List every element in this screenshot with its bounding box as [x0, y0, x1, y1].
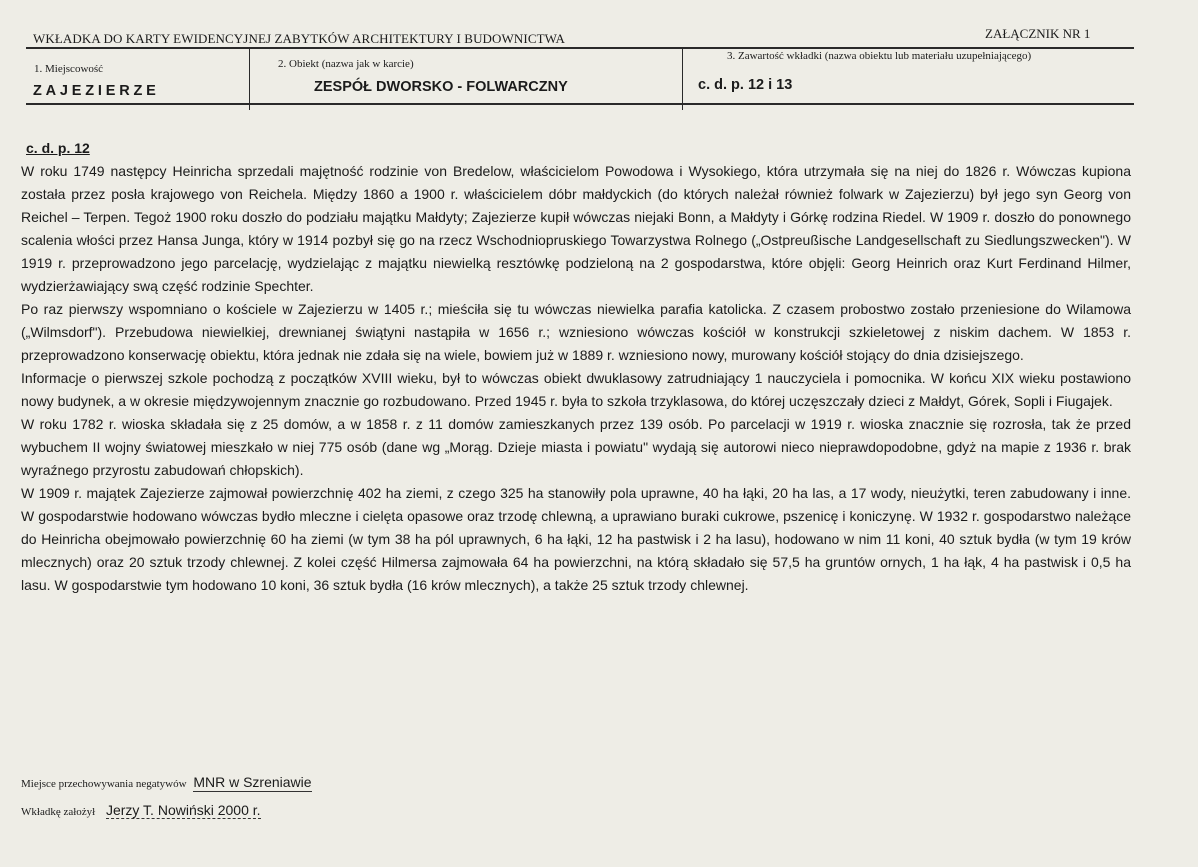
author-line — [21, 802, 261, 818]
locality-label: 1. Miejscowość — [34, 63, 104, 75]
header-top-rule — [26, 47, 1134, 49]
contents-value: c. d. p. 12 i 13 — [698, 77, 793, 93]
contents-label: 3. Zawartość wkładki (nazwa obiektu lub materiału uzupełniającego) — [727, 50, 1032, 62]
section-heading: c. d. p. 12 — [26, 140, 90, 156]
field-divider-1 — [249, 49, 250, 110]
header-bottom-rule — [26, 103, 1134, 105]
author-label: Wkładkę założył — [21, 806, 96, 818]
annex-number: ZAŁĄCZNIK NR 1 — [985, 26, 1091, 41]
locality-value: ZAJEZIERZE — [33, 83, 160, 99]
object-label: 2. Obiekt (nazwa jak w karcie) — [278, 58, 414, 70]
field-divider-2 — [682, 49, 683, 110]
form-title: WKŁADKA DO KARTY EWIDENCYJNEJ ZABYTKÓW ARCHITEKTURY I BUDOWNICTWA — [33, 31, 566, 46]
paragraph-church: Po raz pierwszy wspomniano o kościele w Zajezierzu w 1405 r.; mieściła się tu wówczas niewielka parafia katolicka. Z czasem probostwo zostało przeniesione do Wilamowa („Wilmsdorf"). Przebudowa niewielkiej, drewnianej świątyni nastąpiła w 1656 r.; wzniesiono wówczas kościół w konstrukcji szkieletowej z niskim dachem. W 1853 r. przeprowadzono konserwację obiektu, która jednak nie zdała się na wiele, bowiem już w 1889 r. wzniesiono nowy, murowany kościół stojący do dnia dzisiejszego. — [21, 301, 1131, 363]
negative-storage-line — [21, 774, 312, 790]
negative-storage-label: Miejsce przechowywania negatywów — [21, 778, 187, 790]
paragraph-school: Informacje o pierwszej szkole pochodzą z początków XVIII wieku, był to wówczas obiekt dwuklasowy zatrudniający 1 nauczyciela i pomocnika. W końcu XIX wieku postawiono nowy budynek, a w okresie międzywojennym znacznie go rozbudowano. Przed 1945 r. była to szkoła trzyklasowa, do której uczęszczały dzieci z Małdyt, Górek, Sopli i Fiugajek. — [21, 370, 1131, 409]
negative-storage-value: MNR w Szreniawie — [193, 774, 312, 790]
document-body — [21, 137, 1131, 597]
paragraph-estate: W 1909 r. majątek Zajezierze zajmował powierzchnię 402 ha ziemi, z czego 325 ha stanowiły pola uprawne, 40 ha łąki, 20 ha las, a 17 wody, nieużytki, teren zabudowany i inne. W gospodarstwie hodowano wówczas bydło mleczne i cielęta opasowe oraz trzodę chlewną, a uprawiano buraki cukrowe, pszenicę i koniczynę. W 1932 r. gospodarstwo należące do Heinricha obejmowało powierzchnię 60 ha ziemi (w tym 38 ha pól uprawnych, 6 ha łąki, 12 ha pastwisk i 2 ha lasu), hodowano w nim 11 koni, 40 sztuk bydła (w tym 19 krów mlecznych) oraz 20 sztuk trzody chlewnej. Z kolei część Hilmersa zajmowała 64 ha powierzchni, na którą składało się 57,5 ha gruntów ornych, 1 ha łąk, 4 ha pastwisk i 0,5 ha lasu. W gospodarstwie tym hodowano 10 koni, 36 sztuk bydła (16 krów mlecznych), a także 25 sztuk trzody chlewnej. — [21, 485, 1131, 593]
paragraph-village: W roku 1782 r. wioska składała się z 25 domów, a w 1858 r. z 11 domów zamieszkanych przez 139 osób. Po parcelacji w 1919 r. wioska znacznie się rozrosła, tak że przed wybuchem II wojny światowej mieszkało w niej 775 osób (dane wg „Morąg. Dzieje miasta i powiatu" wydają się autorowi nieco nieprawdopodobne, gdyż na mapie z 1936 r. brak wyraźnego przyrostu zabudowań chłopskich). — [21, 416, 1131, 478]
paragraph-history: W roku 1749 następcy Heinricha sprzedali majętność rodzinie von Bredelow, właścicielom Powodowa i Wysokiego, która utrzymała się na niej do 1826 r. Wówczas kupiona została przez posła krajowego von Reichela. Między 1860 a 1900 r. właścicielem dóbr małdyckich (do których należał również folwark w Zajezierzu) był jego syn Georg von Reichel – Terpen. Tegoż 1900 roku doszło do podziału majątku Małdyty; Zajezierze kupił wówczas niejaki Bonn, a Małdyty i Górkę rodzina Riedel. W 1909 r. doszło do ponownego scalenia włości przez Hansa Junga, który w 1914 pozbył się go na rzecz Wschodniopruskiego Towarzystwa Rolnego („Ostpreußische Landgesellschaft zu Siedlungszwecken"). W 1919 r. przeprowadzono jego parcelację, wydzielając z majątku niewielką resztówkę podzieloną na 2 gospodarstwa, które objęli: Georg Heinrich oraz Kurt Ferdinand Hilmer, wydzierżawiający swą część rodzinie Spechter. — [21, 163, 1131, 294]
object-value: ZESPÓŁ DWORSKO - FOLWARCZNY — [314, 79, 568, 95]
author-value: Jerzy T. Nowiński 2000 r. — [105, 802, 261, 818]
